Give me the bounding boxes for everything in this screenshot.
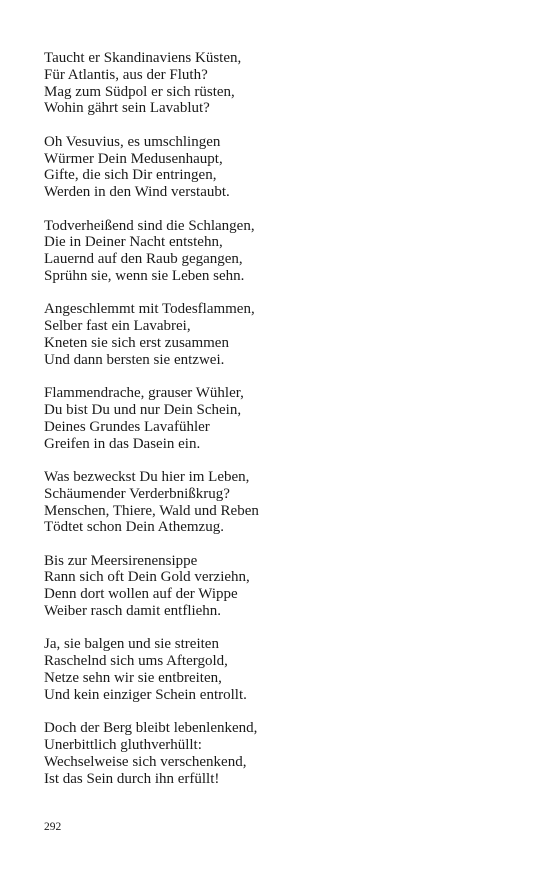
verse-line: Und kein einziger Schein entrollt. bbox=[44, 686, 247, 703]
verse-line: Und dann bersten sie entzwei. bbox=[44, 351, 225, 368]
verse-line: Wechselweise sich verschenkend, bbox=[44, 753, 247, 770]
poem-text bbox=[44, 50, 524, 804]
verse-line: Du bist Du und nur Dein Schein, bbox=[44, 401, 242, 418]
stanza-5 bbox=[44, 385, 524, 452]
stanza-1 bbox=[44, 50, 524, 117]
verse-line: Werden in den Wind verstaubt. bbox=[44, 184, 230, 201]
verse-line: Schäumender Verderbnißkrug? bbox=[44, 485, 230, 502]
stanza-9 bbox=[44, 720, 524, 787]
verse-line: Doch der Berg bleibt lebenlenkend, bbox=[44, 720, 258, 737]
verse-line: Wohin gährt sein Lavablut? bbox=[44, 100, 210, 117]
stanza-2 bbox=[44, 134, 524, 201]
verse-line: Raschelnd sich ums Aftergold, bbox=[44, 653, 228, 670]
stanza-8 bbox=[44, 636, 524, 703]
verse-line: Tödtet schon Dein Athemzug. bbox=[44, 519, 224, 536]
stanza-7 bbox=[44, 553, 524, 620]
verse-line: Menschen, Thiere, Wald und Reben bbox=[44, 502, 259, 519]
verse-line: Angeschlemmt mit Todesflammen, bbox=[44, 301, 255, 318]
verse-line: Taucht er Skandinaviens Küsten, bbox=[44, 50, 242, 66]
page-number: 292 bbox=[44, 821, 62, 833]
verse-line: Lauernd auf den Raub gegangen, bbox=[44, 251, 243, 268]
verse-line: Denn dort wollen auf der Wippe bbox=[44, 586, 238, 603]
verse-line: Was bezweckst Du hier im Leben, bbox=[44, 468, 250, 485]
verse-line: Netze sehn wir sie entbreiten, bbox=[44, 670, 222, 687]
verse-line: Ja, sie balgen und sie streiten bbox=[44, 636, 219, 653]
verse-line: Kneten sie sich erst zusammen bbox=[44, 334, 229, 351]
verse-line: Weiber rasch damit entfliehn. bbox=[44, 603, 222, 620]
stanza-3 bbox=[44, 218, 524, 285]
verse-line: Würmer Dein Medusenhaupt, bbox=[44, 150, 223, 167]
verse-line: Deines Grundes Lavafühler bbox=[44, 418, 210, 435]
verse-line: Unerbittlich gluthverhüllt: bbox=[44, 737, 202, 754]
verse-line: Gifte, die sich Dir entringen, bbox=[44, 167, 217, 184]
verse-line: Für Atlantis, aus der Fluth? bbox=[44, 66, 208, 83]
verse-line: Die in Deiner Nacht entstehn, bbox=[44, 234, 223, 251]
verse-line: Selber fast ein Lavabrei, bbox=[44, 318, 191, 335]
verse-line: Rann sich oft Dein Gold verziehn, bbox=[44, 569, 250, 586]
stanza-4 bbox=[44, 301, 524, 368]
verse-line: Greifen in das Dasein ein. bbox=[44, 435, 201, 452]
verse-line: Todverheißend sind die Schlangen, bbox=[44, 217, 255, 234]
verse-line: Flammendrache, grauser Wühler, bbox=[44, 385, 244, 402]
stanza-6 bbox=[44, 469, 524, 536]
verse-line: Sprühn sie, wenn sie Leben sehn. bbox=[44, 267, 245, 284]
verse-line: Bis zur Meersirenensippe bbox=[44, 552, 198, 569]
verse-line: Mag zum Südpol er sich rüsten, bbox=[44, 83, 235, 100]
verse-line: Oh Vesuvius, es umschlingen bbox=[44, 133, 221, 150]
verse-line: Ist das Sein durch ihn erfüllt! bbox=[44, 770, 220, 787]
